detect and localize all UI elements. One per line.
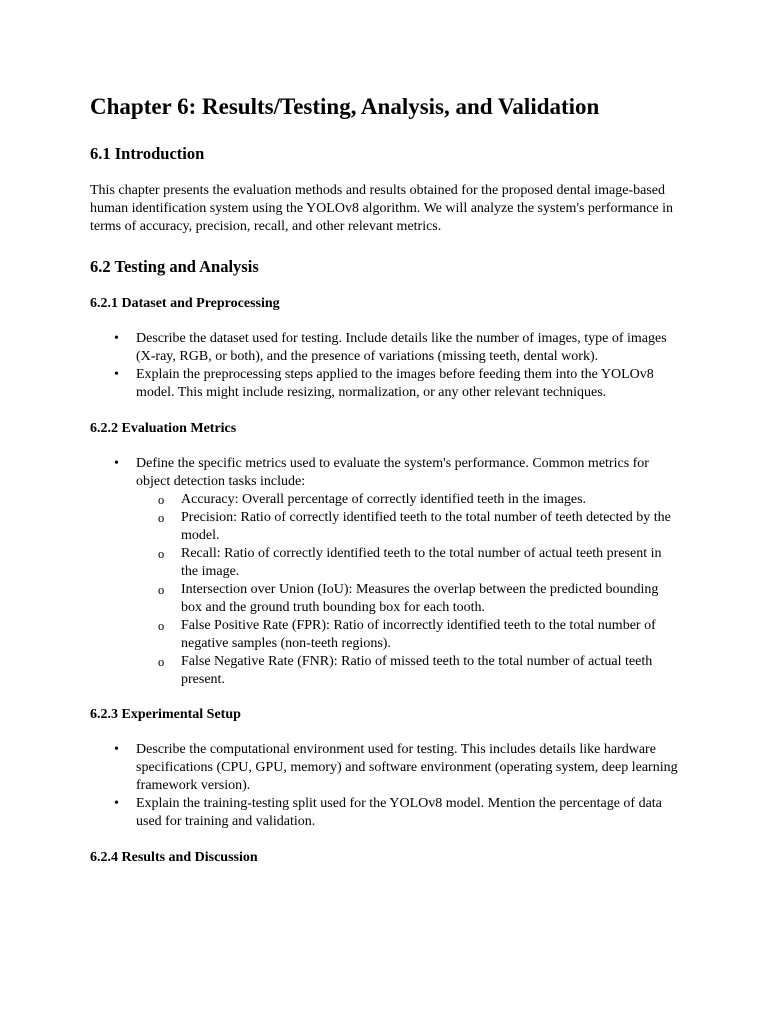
subsection-heading-6-2-1: 6.2.1 Dataset and Preprocessing (90, 296, 280, 311)
metrics-bullet-list (90, 455, 680, 689)
metrics-sublist (136, 491, 680, 689)
list-item: • Describe the dataset used for testing. Include details like the number of images, type of images (X-ray, RGB, or both), and the presence of variations (missing teeth, dental work). (90, 330, 680, 366)
subsection-heading-6-2-2: 6.2.2 Evaluation Metrics (90, 421, 237, 436)
chapter-title: Chapter 6: Results/Testing, Analysis, and Validation (90, 94, 600, 119)
list-item: • Describe the computational environment used for testing. This includes details like hardware specifications (CPU, GPU, memory) and software environment (operating system, deep learning framework version). (90, 741, 680, 795)
setup-bullet-list (90, 741, 680, 831)
dataset-bullet-list (90, 330, 680, 402)
introduction-paragraph: This chapter presents the evaluation methods and results obtained for the proposed dental image-based human identification system using the YOLOv8 algorithm. We will analyze the system's performance in terms of accuracy, precision, recall, and other relevant metrics. (90, 183, 674, 234)
document-content (90, 92, 680, 867)
section-heading-6-2: 6.2 Testing and Analysis (90, 257, 259, 276)
list-item: • Explain the training-testing split used for the YOLOv8 model. Mention the percentage of data used for training and validation. (90, 795, 680, 831)
metric-item: o Accuracy: Overall percentage of correctly identified teeth in the images. (136, 491, 680, 509)
list-item: • Explain the preprocessing steps applied to the images before feeding them into the YOLOv8 model. This might include resizing, normalization, or any other relevant techniques. (90, 366, 680, 402)
metric-item: o Recall: Ratio of correctly identified teeth to the total number of actual teeth present in the image. (136, 545, 680, 581)
subsection-heading-6-2-4: 6.2.4 Results and Discussion (90, 850, 258, 865)
section-heading-6-1: 6.1 Introduction (90, 144, 205, 163)
subsection-heading-6-2-3: 6.2.3 Experimental Setup (90, 707, 241, 722)
metric-item: o False Positive Rate (FPR): Ratio of incorrectly identified teeth to the total number of negative samples (non-teeth regions). (136, 617, 680, 653)
metric-item: o Precision: Ratio of correctly identified teeth to the total number of teeth detected by the model. (136, 509, 680, 545)
metric-item: o Intersection over Union (IoU): Measures the overlap between the predicted bounding box and the ground truth bounding box for each tooth. (136, 581, 680, 617)
list-item (90, 455, 680, 689)
metrics-intro-text: Define the specific metrics used to evaluate the system's performance. Common metrics for object detection tasks include: (136, 456, 649, 489)
metric-item: o False Negative Rate (FNR): Ratio of missed teeth to the total number of actual teeth present. (136, 653, 680, 689)
